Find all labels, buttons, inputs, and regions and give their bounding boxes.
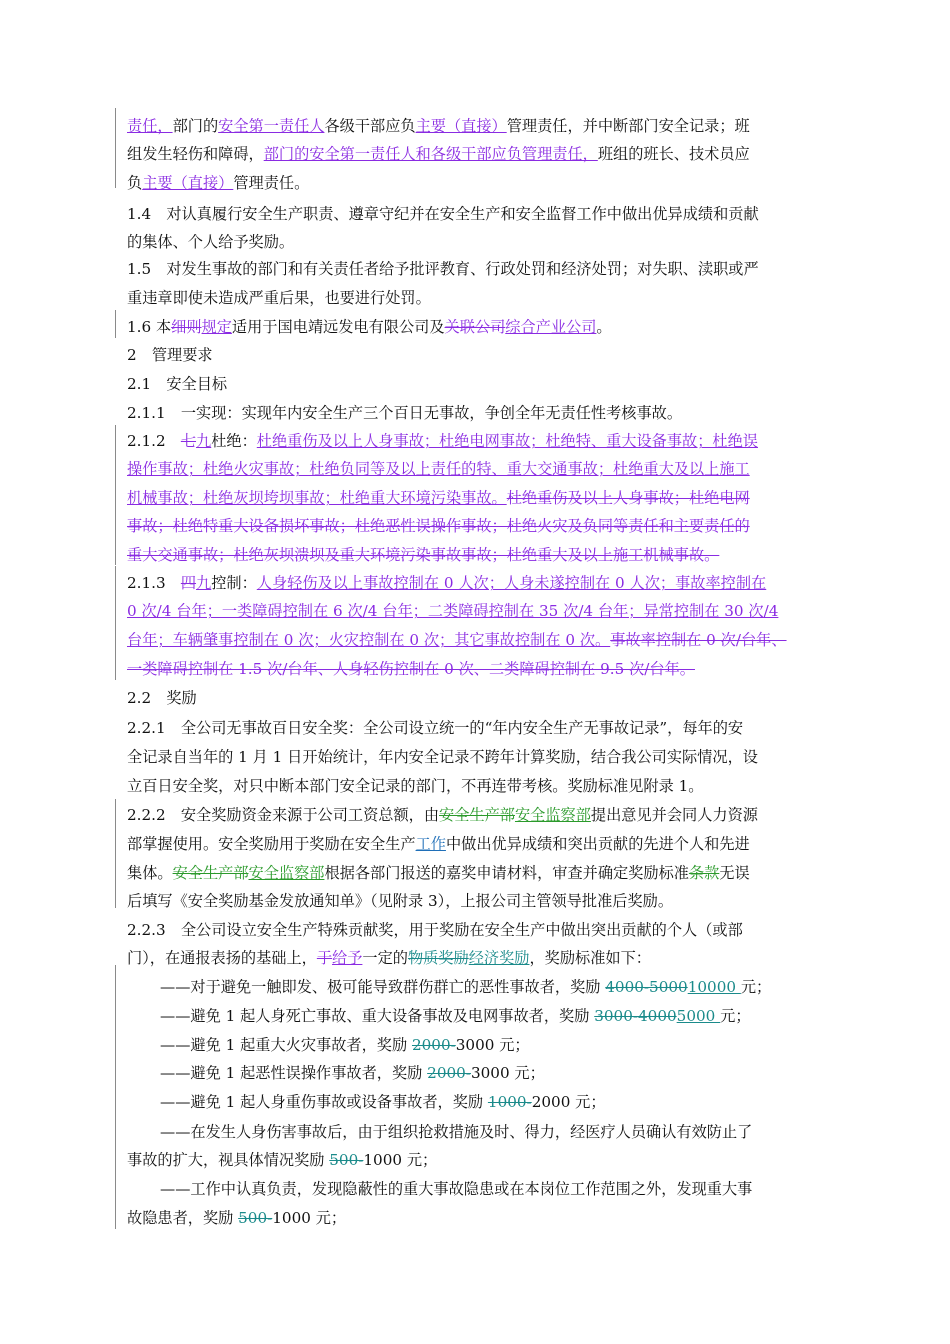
text-line: [127, 144, 750, 164]
text-run: 1.6 本: [127, 318, 172, 336]
text-line: [127, 1150, 437, 1170]
text-run: 根据各部门报送的嘉奖申请材料，审查并确定奖励标准: [324, 864, 689, 882]
inserted-text: 0 次/4 台年；一类障碍控制在 6 次/4 台年；二类障碍控制在 35 次/4 台年；异常控制在 30 次/4: [127, 602, 779, 620]
text-run: 部掌握使用。安全奖励用于奖励在安全生产: [127, 835, 416, 853]
text-line: [127, 920, 743, 940]
text-run: ——避免 1 起人身死亡事故、重大设备事故及电网事故者，奖励: [160, 1007, 595, 1025]
deleted-text: 重大交通事故；杜绝灰坝溃坝及重大环境污染事故事故；杜绝重大及以上施工机械事故。: [127, 546, 720, 564]
text-line: [127, 259, 759, 279]
text-run: ——避免 1 起重大火灾事故者，奖励: [160, 1036, 412, 1054]
text-run: 元；: [720, 1007, 751, 1025]
deleted-text: 2000-: [411, 1036, 456, 1054]
inserted-text: 机械事故；杜绝灰坝垮坝事故；杜绝重大环境污染事故。: [127, 489, 507, 507]
text-line: [127, 116, 750, 136]
text-run: 立百日安全奖，对只中断本部门安全记录的部门，不再连带考核。奖励标准见附录 1。: [127, 777, 704, 795]
text-line: [127, 948, 651, 968]
text-run: 杜绝：: [211, 432, 257, 450]
text-run: 1000 元；: [272, 1209, 347, 1227]
text-run: 2.2 奖励: [127, 689, 197, 707]
deleted-text: 安全生产部: [172, 864, 249, 882]
text-line: [160, 977, 771, 997]
revision-bar: [115, 310, 116, 338]
deleted-text: 3000-4000: [594, 1007, 677, 1025]
text-line: [127, 776, 703, 796]
deleted-text: 500-: [329, 1151, 364, 1169]
text-run: 适用于国电靖远发电有限公司及: [231, 318, 445, 336]
text-run: ，奖励标准如下：: [529, 949, 651, 967]
text-run: 管理责任。: [233, 174, 310, 192]
text-run: 集体。: [127, 864, 173, 882]
text-run: 。: [596, 318, 612, 336]
deleted-text: 2000-: [427, 1064, 471, 1082]
deleted-text: 关联公司: [444, 318, 506, 336]
text-run: 3000 元；: [470, 1064, 545, 1082]
text-line: [127, 232, 294, 252]
inserted-text: 10000: [687, 978, 741, 996]
inserted-text: 主要（直接）: [415, 117, 507, 135]
text-run: 2.2.2 安全奖励资金来源于公司工资总额，由: [127, 806, 440, 824]
inserted-text: 责任，: [127, 117, 173, 135]
deleted-text: 物质奖励: [407, 949, 469, 967]
text-line: [127, 345, 213, 365]
text-run: ——在发生人身伤害事故后，由于组织抢救措施及时、得力，经医疗人员确认有效防止了: [160, 1123, 753, 1141]
inserted-text: 九: [196, 574, 212, 592]
text-line: [127, 891, 673, 911]
text-line: [127, 374, 227, 394]
text-line: [127, 317, 612, 337]
text-run: ——避免 1 起恶性误操作事故者，奖励: [160, 1064, 428, 1082]
inserted-text: 部门的安全第一责任人和各级干部应负管理责任，: [263, 145, 598, 163]
revision-bar: [115, 108, 116, 188]
text-line: [127, 431, 758, 451]
text-line: [127, 573, 766, 593]
text-run: 全记录自当年的 1 月 1 日开始统计，年内安全记录不跨年计算奖励，结合我公司实际情况，设: [127, 748, 758, 766]
text-run: 2.1.2: [127, 432, 181, 450]
text-line: [127, 718, 743, 738]
text-line: [127, 834, 750, 854]
text-line: [127, 863, 750, 883]
text-run: ——避免 1 起人身重伤事故或设备事故者，奖励: [160, 1093, 488, 1111]
text-line: [127, 1208, 346, 1228]
deleted-text: 1000-: [487, 1093, 532, 1111]
text-line: [127, 545, 719, 565]
text-run: 1.4 对认真履行安全生产职责、遵章守纪并在安全生产和安全监督工作中做出优异成绩和贡献: [127, 205, 759, 223]
text-line: [127, 403, 682, 423]
text-line: [127, 459, 750, 479]
text-line: [127, 805, 758, 825]
text-run: 班组的班长、技术员应: [597, 145, 750, 163]
text-run: 1000 元；: [363, 1151, 438, 1169]
inserted-text: 综合产业公司: [505, 318, 597, 336]
inserted-text: 给予: [332, 949, 363, 967]
deleted-text: 细则: [171, 318, 202, 336]
text-run: 的集体、个人给予奖励。: [127, 233, 295, 251]
text-line: [127, 630, 787, 650]
deleted-text: 杜绝重伤及以上人身事故；杜绝电网: [506, 489, 750, 507]
text-run: 无误: [719, 864, 750, 882]
text-run: 提出意见并会同人力资源: [590, 806, 758, 824]
text-run: 后填写《安全奖励基金发放通知单》（见附录 3），上报公司主管领导批准后奖励。: [127, 892, 674, 910]
text-line: [127, 601, 778, 621]
text-run: 2.1 安全目标: [127, 375, 228, 393]
deleted-text: 四: [180, 574, 197, 592]
revision-bar: [115, 425, 116, 565]
inserted-text: 安全第一责任人: [218, 117, 325, 135]
text-run: 重违章即使未造成严重后果，也要进行处罚。: [127, 289, 431, 307]
deleted-text: 于: [316, 949, 333, 967]
text-line: [127, 688, 197, 708]
text-line: [127, 488, 750, 508]
text-line: [160, 1122, 752, 1142]
text-run: 组发生轻伤和障碍，: [127, 145, 264, 163]
text-run: 控制：: [211, 574, 257, 592]
deleted-text: 一类障碍控制在 1.5 次/台年、人身轻伤控制在 0 次、二类障碍控制在 9.5 次/台年。: [127, 660, 695, 678]
text-run: 管理责任，并中断部门安全记录；班: [506, 117, 750, 135]
text-run: ——对于避免一触即发、极可能导致群伤群亡的恶性事故者，奖励: [160, 978, 606, 996]
text-run: 2 管理要求: [127, 346, 213, 364]
deleted-text: 条款: [688, 864, 720, 882]
inserted-text: 规定: [201, 318, 232, 336]
inserted-text: 杜绝重伤及以上人身事故；杜绝电网事故；杜绝特、重大设备事故；杜绝误: [256, 432, 758, 450]
revision-bar: [115, 965, 116, 1229]
text-run: 元；: [740, 978, 772, 996]
deleted-text: 500-: [238, 1209, 273, 1227]
text-line: [127, 747, 758, 767]
inserted-text: 工作: [415, 835, 446, 853]
text-run: 2.1.1 一实现：实现年内安全生产三个百日无事故，争创全年无责任性考核事故。: [127, 404, 683, 422]
text-run: 2.2.3 全公司设立安全生产特殊贡献奖，用于奖励在安全生产中做出突出贡献的个人（或部: [127, 921, 743, 939]
text-run: 中做出优异成绩和突出贡献的先进个人和先进: [445, 835, 750, 853]
deleted-text: 4000-5000: [605, 978, 688, 996]
text-line: [160, 1179, 752, 1199]
text-line: [160, 1092, 606, 1112]
text-line: [160, 1035, 530, 1055]
text-line: [160, 1063, 545, 1083]
text-run: 2000 元；: [531, 1093, 606, 1111]
text-line: [160, 1006, 751, 1026]
text-run: 各级干部应负: [324, 117, 416, 135]
text-line: [127, 288, 431, 308]
text-run: 一定的: [362, 949, 408, 967]
inserted-text: 5000: [676, 1007, 721, 1025]
text-run: 门），在通报表扬的基础上，: [127, 949, 317, 967]
inserted-text: 安全监察部: [248, 864, 325, 882]
text-run: 负: [127, 174, 143, 192]
text-line: [127, 173, 309, 193]
inserted-text: 主要（直接）: [142, 174, 234, 192]
inserted-text: 人身轻伤及以上事故控制在 0 人次；人身未遂控制在 0 人次；事故率控制在: [256, 574, 767, 592]
text-line: [127, 659, 695, 679]
inserted-text: 经济奖励: [468, 949, 530, 967]
deleted-text: 事故率控制在 0 次/台年、: [610, 631, 787, 649]
text-run: 2.2.1 全公司无事故百日安全奖：全公司设立统一的“年内安全生产无事故记录”，每年的安: [127, 719, 744, 737]
inserted-text: 九: [196, 432, 212, 450]
deleted-text: 七: [180, 432, 197, 450]
text-run: 事故的扩大，视具体情况奖励: [127, 1151, 330, 1169]
text-line: [127, 516, 750, 536]
inserted-text: 安全监察部: [514, 806, 591, 824]
inserted-text: 台年；车辆肇事控制在 0 次；火灾控制在 0 次；其它事故控制在 0 次。: [127, 631, 611, 649]
text-line: [127, 204, 759, 224]
text-run: 3000 元；: [455, 1036, 530, 1054]
deleted-text: 安全生产部: [439, 806, 515, 824]
inserted-text: 操作事故；杜绝火灾事故；杜绝负同等及以上责任的特、重大交通事故；杜绝重大及以上施工: [127, 460, 750, 478]
text-run: 2.1.3: [127, 574, 181, 592]
text-run: 部门的: [172, 117, 219, 135]
revision-bar: [115, 566, 116, 680]
revision-bar: [115, 799, 116, 908]
text-run: 1.5 对发生事故的部门和有关责任者给予批评教育、行政处罚和经济处罚；对失职、渎职或严: [127, 260, 759, 278]
deleted-text: 事故；杜绝特重大设备损坏事故；杜绝恶性误操作事故；杜绝火灾及负同等责任和主要责任的: [127, 517, 750, 535]
text-run: 故隐患者，奖励: [127, 1209, 239, 1227]
text-run: ——工作中认真负责，发现隐蔽性的重大事故隐患或在本岗位工作范围之外，发现重大事: [160, 1180, 753, 1198]
